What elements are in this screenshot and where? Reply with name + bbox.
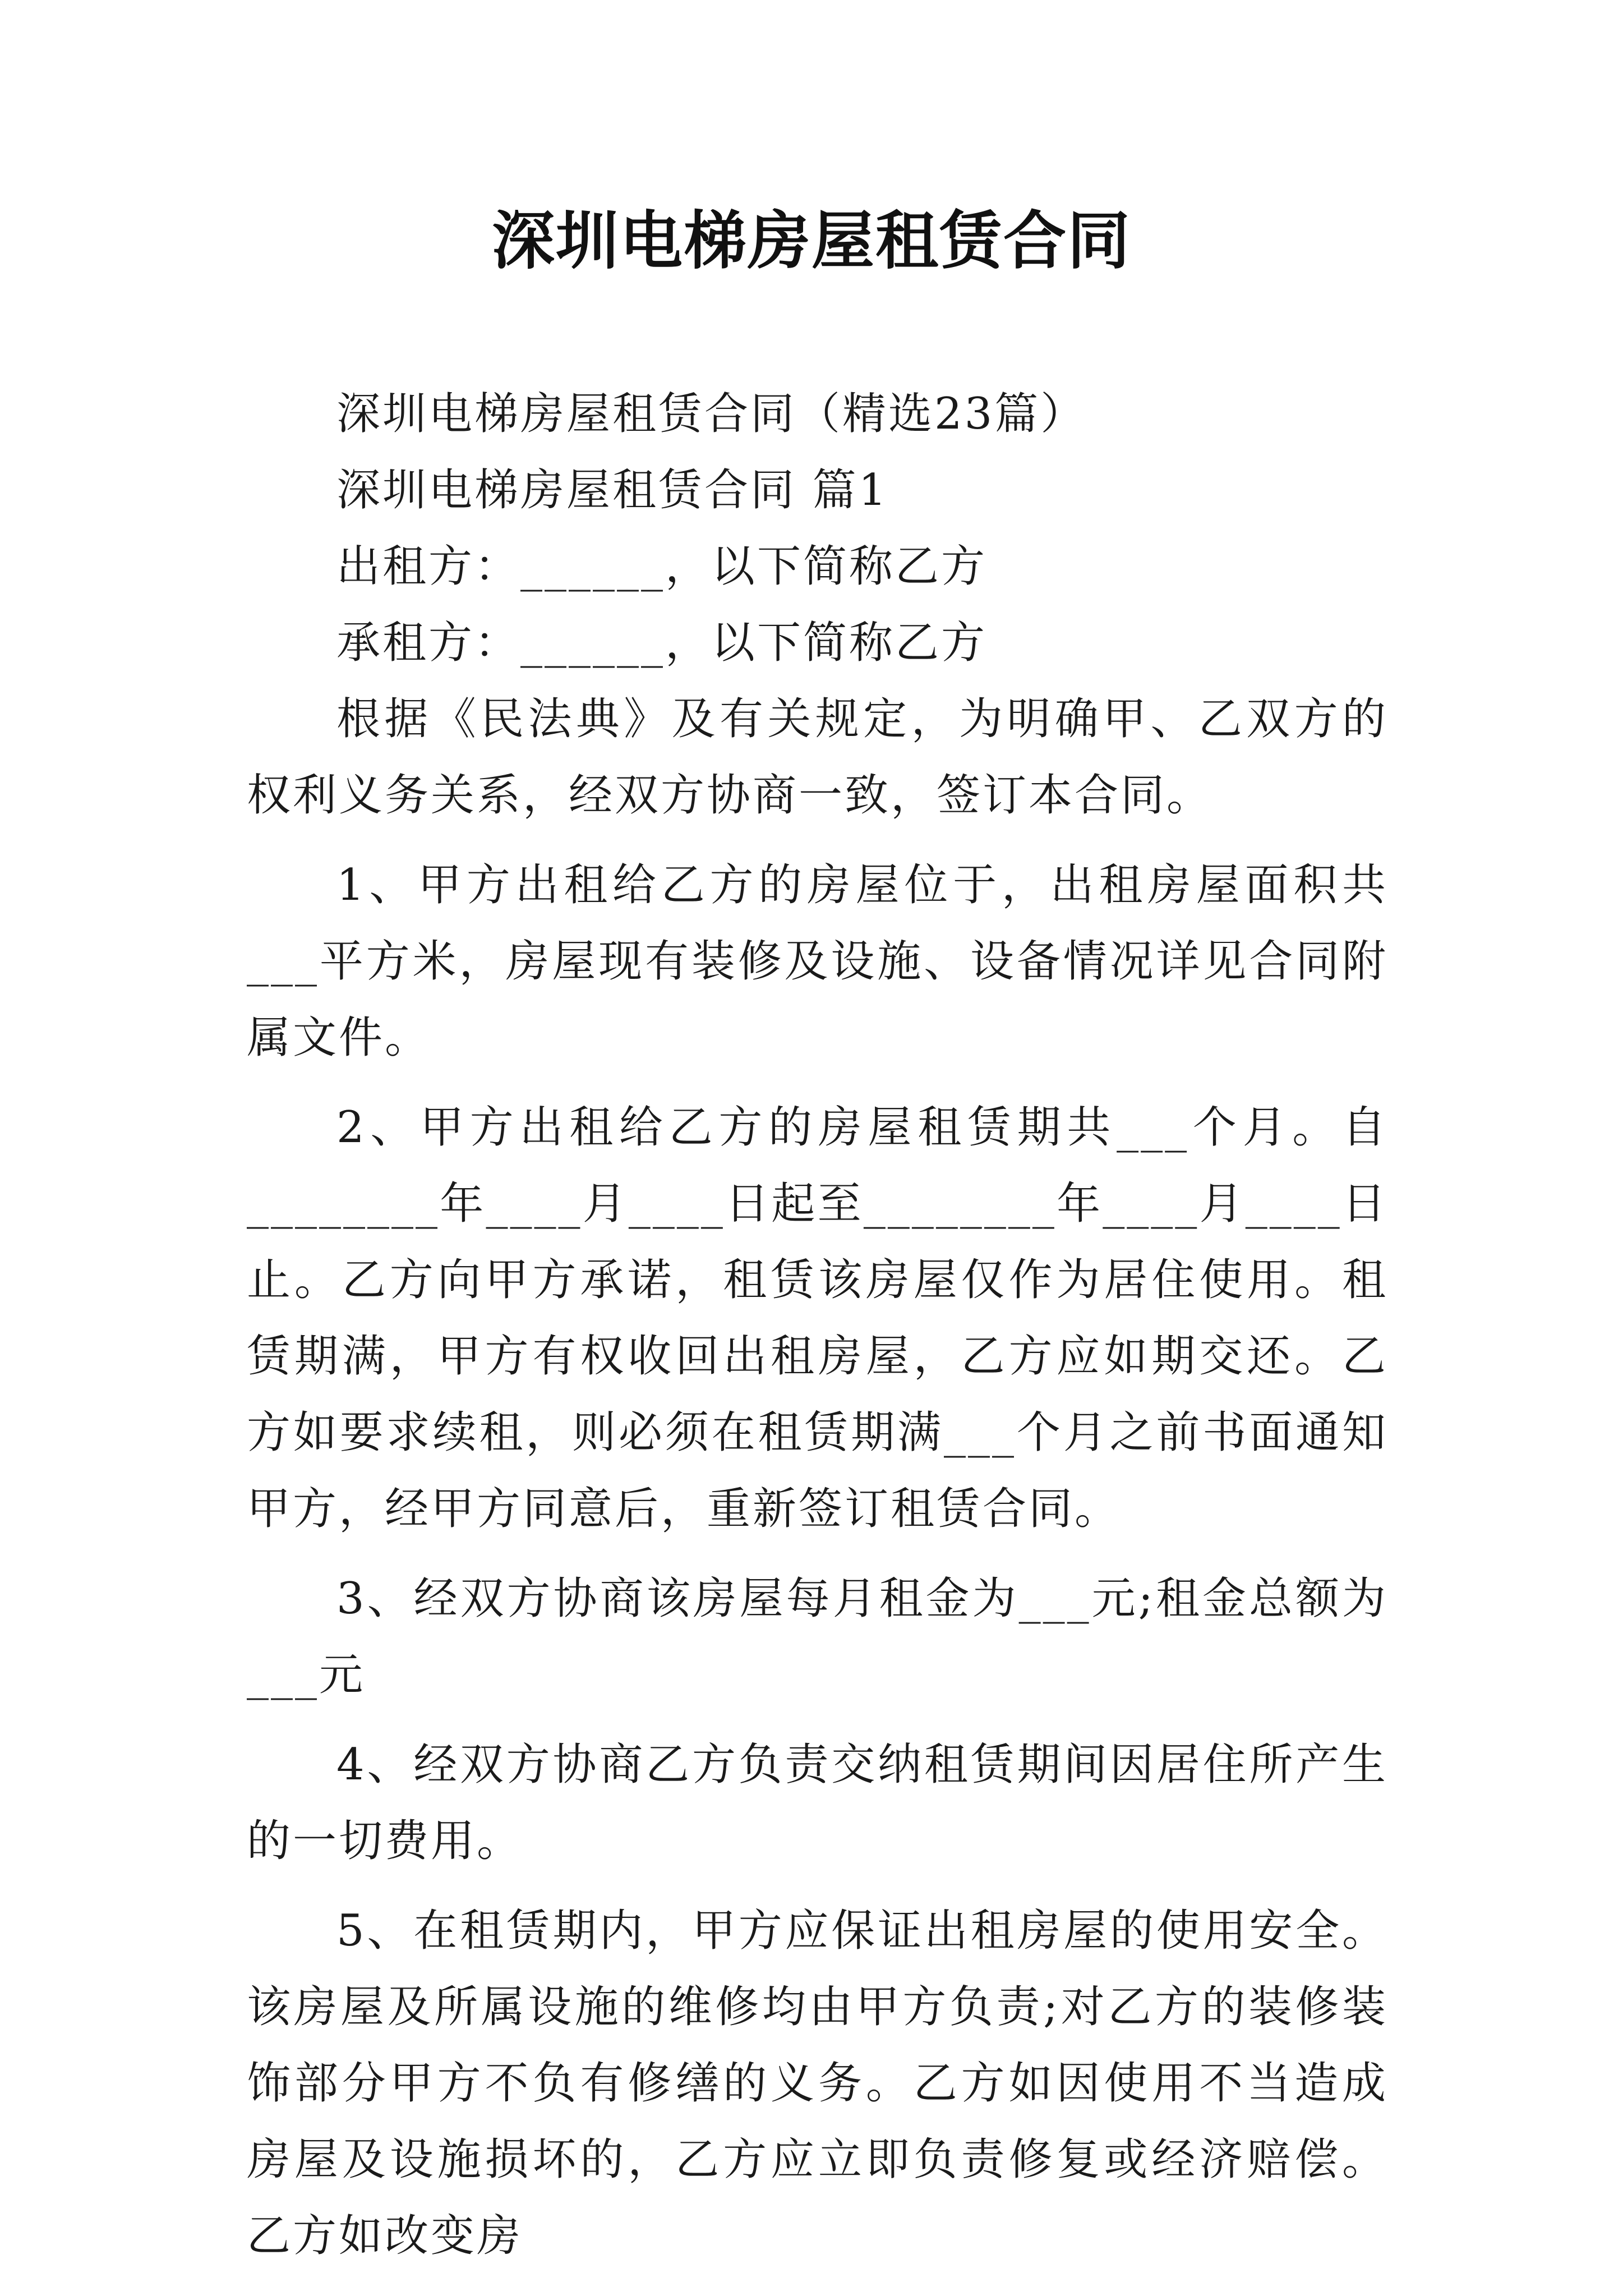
paragraph-subtitle: 深圳电梯房屋租赁合同（精选23篇） [336, 389, 1087, 439]
paragraph-clause-3: 3、经双方协商该房屋每月租金为___元;租金总额为___元 [247, 1573, 1388, 1700]
paragraph-clause-2: 2、甲方出租给乙方的房屋租赁期共___个月。自________年____月____日起至________年____月____日止。乙方向甲方承诺，租赁该房屋仅作为居住使用。租赁期满，甲方有权收回出租房屋，乙方应如期交还。乙方如要求续租，则必须在租赁期满___个月之前书面通知甲方，经甲方同意后，重新签订租赁合同。 [247, 1102, 1388, 1534]
paragraph-section-heading: 深圳电梯房屋租赁合同 篇1 [336, 465, 889, 516]
paragraph-clause-1: 1、甲方出租给乙方的房屋位于，出租房屋面积共___平方米，房屋现有装修及设施、设备情况详见合同附属文件。 [247, 860, 1388, 1063]
document-title: 深圳电梯房屋租赁合同 [492, 204, 1131, 278]
paragraph-preamble: 根据《民法典》及有关规定，为明确甲、乙双方的权利义务关系，经双方协商一致，签订本合同。 [247, 694, 1388, 821]
paragraph-clause-5: 5、在租赁期内，甲方应保证出租房屋的使用安全。该房屋及所属设施的维修均由甲方负责;对乙方的装修装饰部分甲方不负有修缮的义务。乙方如因使用不当造成房屋及设施损坏的，乙方应立即负责修复或经济赔偿。乙方如改变房 [247, 1906, 1388, 2261]
paragraph-lessor: 出租方：______，以下简称乙方 [336, 541, 988, 592]
paragraph-lessee: 承租方：______，以下简称乙方 [336, 618, 988, 668]
paragraph-clause-4: 4、经双方协商乙方负责交纳租赁期间因居住所产生的一切费用。 [247, 1740, 1388, 1866]
document-body [247, 376, 1388, 2274]
